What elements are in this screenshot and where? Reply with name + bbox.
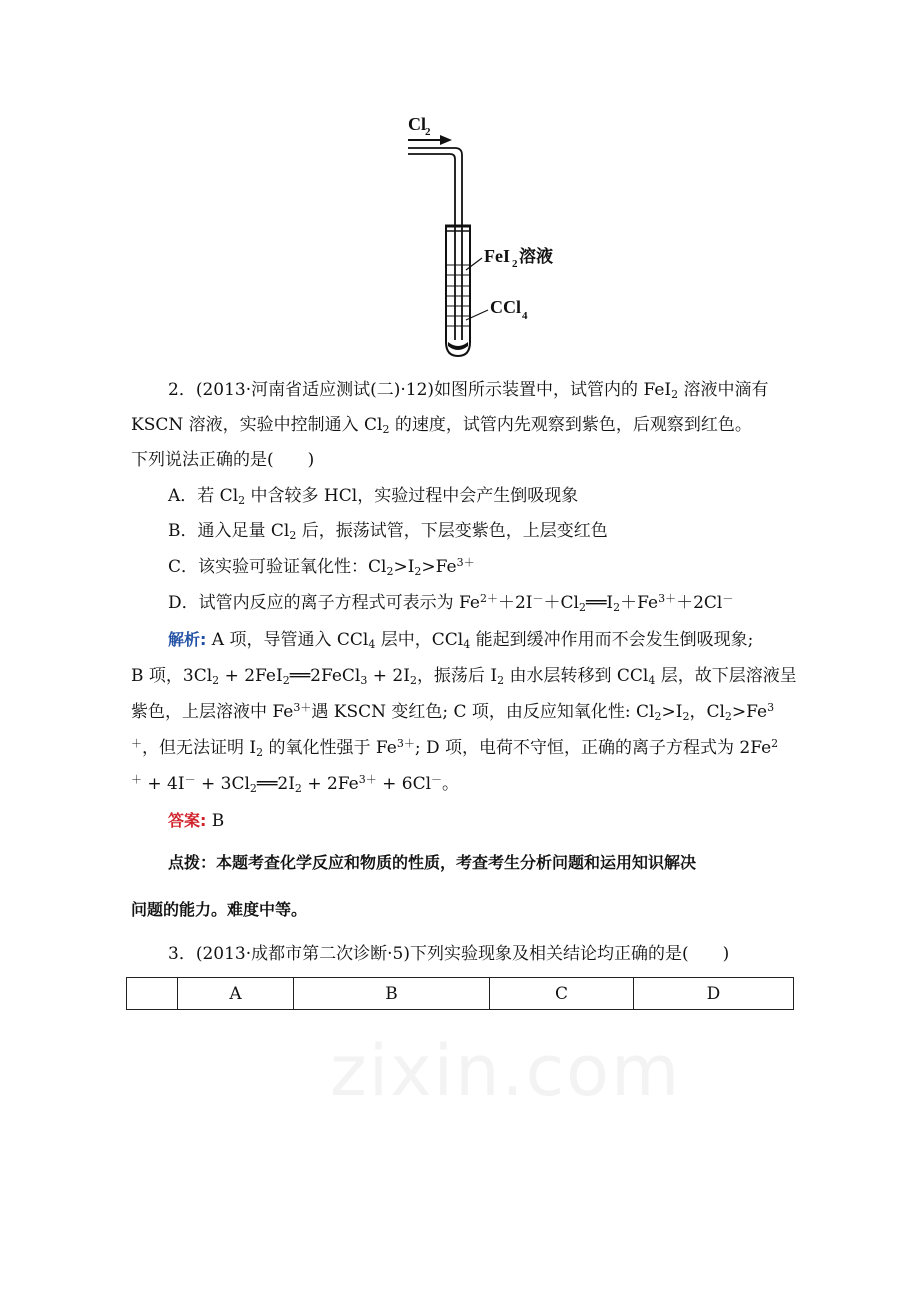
analysis-text: ══2FeCl	[289, 666, 361, 686]
question2-line1: 2．(2013·河南省适应测试(二)·12)如图所示装置中，试管内的 FeI$_2$ 溶液中滴有	[168, 380, 769, 401]
analysis-text: + 2Fe	[301, 774, 359, 794]
analysis-text: + 2FeI	[219, 666, 283, 686]
analysis-text: 紫色，上层溶液中 Fe	[131, 702, 294, 722]
table-header-c: C	[490, 978, 634, 1010]
analysis-text: ══2I	[256, 774, 295, 794]
stem-text: KSCN 溶液，实验中控制通入 Cl	[131, 415, 383, 435]
analysis-text: + 2I	[367, 666, 410, 686]
option-text: A．若 Cl	[168, 486, 239, 506]
question-number: 2．	[168, 380, 196, 400]
apparatus-figure	[400, 110, 590, 365]
analysis-text: ，Cl	[689, 702, 725, 722]
table-header-empty	[127, 978, 178, 1010]
analysis-line5: $^+ + 4I^- + 3Cl_2══2I_2 + 2Fe^{3+} + 6Cl^-$。	[131, 773, 460, 795]
svg-text:2: 2	[512, 258, 518, 270]
option-text: C．该实验可验证氧化性：Cl	[168, 557, 387, 577]
svg-text:4: 4	[522, 310, 528, 322]
stem-text: 如图所示装置中，试管内的 FeI	[434, 380, 672, 400]
analysis-line4: ＋，但无法证明 $I_2$ 的氧化性强于 $Fe^{3+}$; D 项，电荷不守恒，正确的离子方程式为 2Fe$^2$	[131, 737, 779, 759]
svg-text:Cl: Cl	[408, 114, 426, 134]
question3-table	[126, 977, 794, 1010]
answer-line	[168, 809, 224, 833]
analysis-text: 。	[442, 774, 460, 794]
answer-value: B	[206, 811, 225, 831]
stem-text: 溶液中滴有	[678, 380, 769, 400]
analysis-text: ，振荡后 I	[416, 666, 498, 686]
question-source: (2013·河南省适应测试(二)·12)	[195, 380, 435, 400]
svg-text:溶液: 溶液	[519, 247, 553, 267]
stem-text: 的速度，试管内先观察到紫色，后观察到红色。	[389, 415, 752, 435]
option-a: A．若 $Cl_2$ 中含较多 HCl，实验过程中会产生倒吸现象	[168, 486, 579, 507]
analysis-text: ; D 项，电荷不守恒，正确的离子方程式为 2Fe	[414, 738, 772, 758]
analysis-text: 遇 KSCN 变红色; C 项，由反应知氧化性: Cl	[311, 702, 655, 722]
table-header-row	[127, 978, 794, 1010]
tip-line2: 问题的能力。难度中等。	[131, 900, 308, 919]
answer-label: 答案:	[168, 811, 207, 830]
analysis-line2: B 项，$3Cl_2$ + 2FeI$_2$══2FeCl$_3$ + $2I_2$，振荡后 $I_2$ 由水层转移到 CCl$_4$ 层，故下层溶液呈	[131, 666, 797, 687]
analysis-line3: 紫色，上层溶液中 $Fe^{3+}$遇 KSCN 变红色; C 项，由反应知氧化性: $Cl_2>I_2$，$Cl_2>Fe^3$	[131, 701, 775, 723]
analysis-line1: 解析: A 项，导管通入 CCl$_4$ 层中，CCl$_4$ 能起到缓冲作用而不会发生倒吸现象;	[168, 630, 754, 651]
analysis-text: >Fe	[731, 702, 768, 722]
option-text: 中含较多 HCl，实验过程中会产生倒吸现象	[245, 486, 579, 506]
option-d: D．试管内反应的离子方程式可表示为 $Fe^{2+}+2I^-+Cl_2══I_2+Fe^{3+}+2Cl^-$	[168, 592, 734, 614]
analysis-text: + 4I	[142, 774, 185, 794]
analysis-text: + 6Cl	[376, 774, 432, 794]
table-header-d: D	[634, 978, 794, 1010]
analysis-text: ，但无法证明 I	[142, 738, 257, 758]
option-c: C．该实验可验证氧化性：$Cl_2>I_2>Fe^{3+}$	[168, 556, 475, 578]
analysis-text: + 3Cl	[195, 774, 250, 794]
table-header-a: A	[178, 978, 294, 1010]
option-text: D．试管内反应的离子方程式可表示为 Fe	[168, 593, 480, 613]
tip-line1: 点拨：本题考查化学反应和物质的性质，考查考生分析问题和运用知识解决	[168, 853, 697, 872]
analysis-text: 能起到缓冲作用而不会发生倒吸现象;	[470, 630, 754, 650]
test-tube-diagram	[400, 110, 590, 365]
analysis-text: 由水层转移到 CCl	[504, 666, 649, 686]
analysis-text: 层中，CCl	[375, 630, 464, 650]
option-b: B．通入足量 $Cl_2$ 后，振荡试管，下层变紫色，上层变红色	[168, 521, 608, 542]
table-header-b: B	[294, 978, 490, 1010]
analysis-text: 的氧化性强于 Fe	[263, 738, 397, 758]
option-text: B．通入足量 Cl	[168, 521, 290, 541]
svg-text:FeI: FeI	[484, 246, 510, 266]
question2-line2: KSCN 溶液，实验中控制通入 $Cl_2$ 的速度，试管内先观察到紫色，后观察到红色。	[131, 415, 752, 436]
analysis-text: >I	[661, 702, 683, 722]
analysis-label: 解析:	[168, 630, 207, 649]
question2-line3: 下列说法正确的是( )	[131, 450, 315, 470]
option-text: 后，振荡试管，下层变紫色，上层变红色	[296, 521, 608, 541]
question3-text: (2013·成都市第二次诊断·5)下列实验现象及相关结论均正确的是( )	[195, 944, 730, 964]
analysis-text: 层，故下层溶液呈	[655, 666, 797, 686]
watermark: zixin.com	[330, 1030, 682, 1112]
question-number: 3．	[168, 944, 196, 964]
analysis-text: B 项，3Cl	[131, 666, 213, 686]
svg-text:CCl: CCl	[490, 297, 521, 317]
question3-line	[168, 942, 729, 966]
svg-text:2: 2	[425, 126, 431, 138]
analysis-text: A 项，导管通入 CCl	[206, 630, 369, 650]
